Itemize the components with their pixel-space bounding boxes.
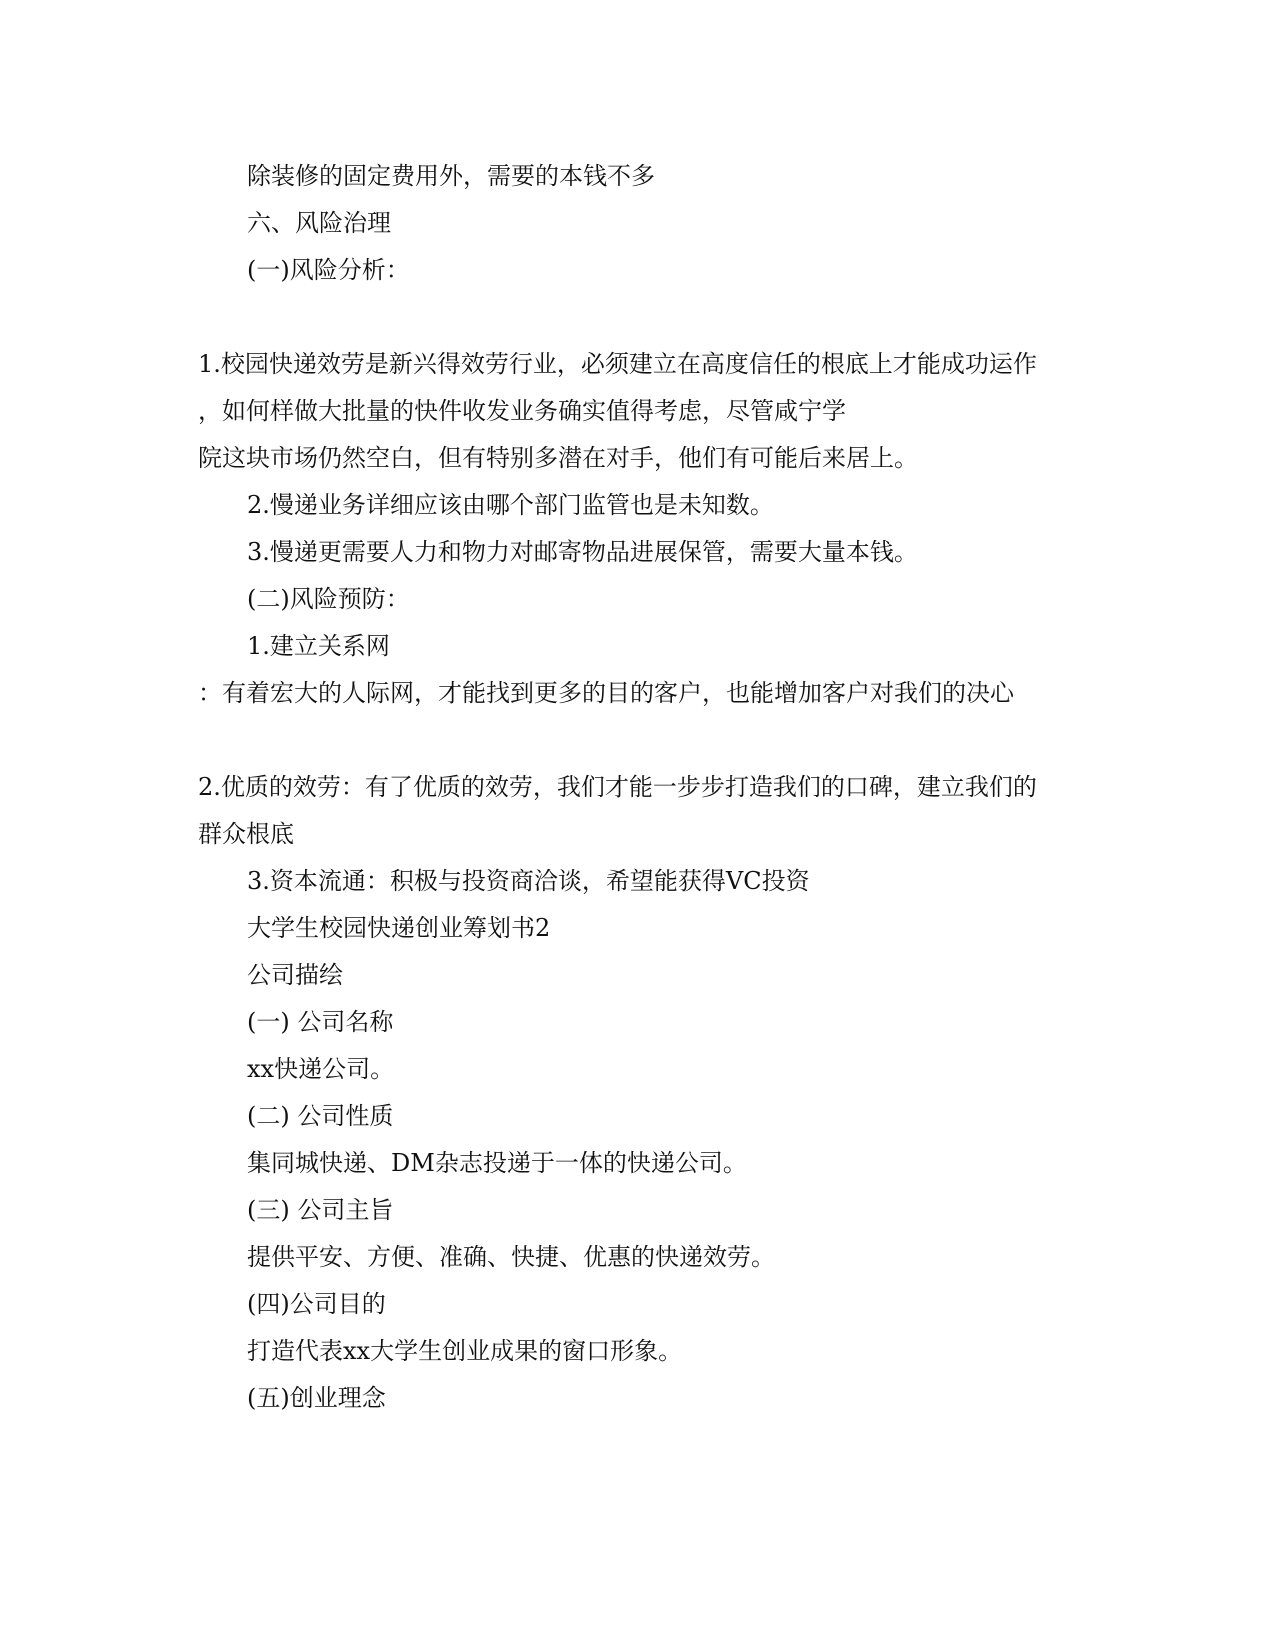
text-line: 1.建立关系网 (247, 632, 390, 660)
text-line: 3.资本流通：积极与投资商洽谈，希望能获得VC投资 (247, 867, 810, 895)
subsection-heading: (三) 公司主旨 (247, 1196, 394, 1224)
section-heading: 公司描绘 (247, 961, 343, 989)
text-line: xx快递公司。 (247, 1055, 395, 1083)
text-line: 提供平安、方便、准确、快捷、优惠的快递效劳。 (247, 1243, 775, 1271)
subsection-heading: (二) 公司性质 (247, 1102, 394, 1130)
text-line: ，如何样做大批量的快件收发业务确实值得考虑，尽管咸宁学 (198, 397, 846, 425)
text-line: ：有着宏大的人际网，才能找到更多的目的客户，也能增加客户对我们的决心 (198, 679, 1014, 707)
subsection-heading: (二)风险预防： (247, 585, 410, 613)
text-line: 1.校园快递效劳是新兴得效劳行业，必须建立在高度信任的根底上才能成功运作 (198, 350, 1037, 378)
text-line: 2.慢递业务详细应该由哪个部门监管也是未知数。 (247, 491, 774, 519)
text-line: 除装修的固定费用外，需要的本钱不多 (247, 162, 655, 190)
subsection-heading: (四)公司目的 (247, 1290, 386, 1318)
text-line: 2.优质的效劳：有了优质的效劳，我们才能一步步打造我们的口碑，建立我们的 (198, 773, 1037, 801)
text-line: 群众根底 (198, 820, 294, 848)
text-line: 打造代表xx大学生创业成果的窗口形象。 (247, 1337, 683, 1365)
subsection-heading: (一)风险分析： (247, 256, 410, 284)
text-line: 院这块市场仍然空白，但有特别多潜在对手，他们有可能后来居上。 (198, 444, 918, 472)
document-title: 大学生校园快递创业筹划书2 (247, 914, 551, 942)
text-line: 集同城快递、DM杂志投递于一体的快递公司。 (247, 1149, 747, 1177)
subsection-heading: (一) 公司名称 (247, 1008, 394, 1036)
subsection-heading: (五)创业理念 (247, 1384, 386, 1412)
text-line: 3.慢递更需要人力和物力对邮寄物品进展保管，需要大量本钱。 (247, 538, 918, 566)
section-heading: 六、风险治理 (247, 209, 391, 237)
